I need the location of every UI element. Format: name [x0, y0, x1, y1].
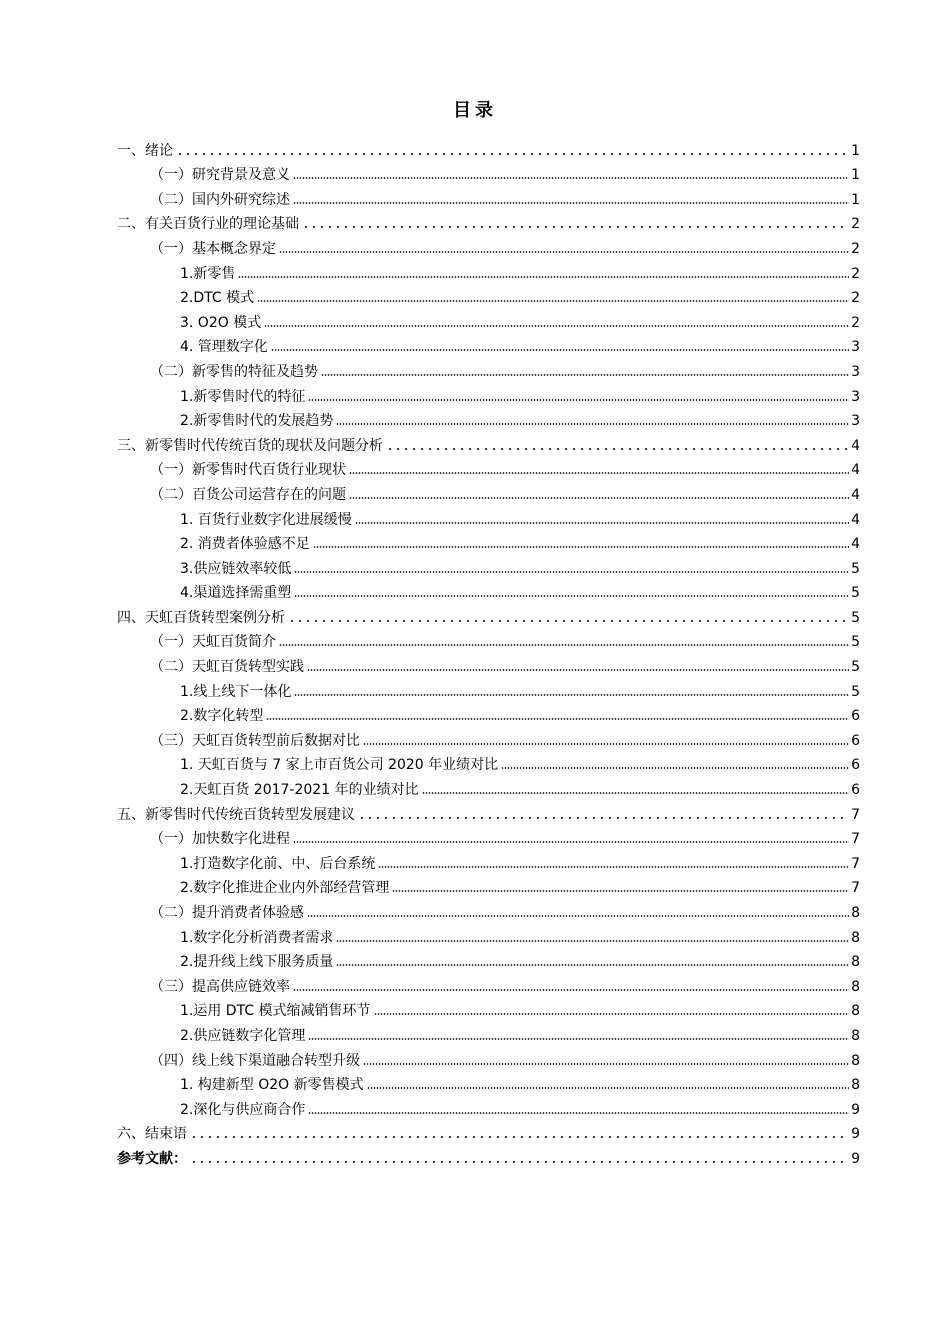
toc-dot-leader	[358, 816, 849, 820]
toc-entry-label: 二、有关百货行业的理论基础	[117, 216, 299, 233]
toc-entry[interactable]	[117, 970, 860, 995]
toc-entry-page-number: 8	[851, 905, 860, 921]
toc-entry-page-number: 7	[851, 831, 860, 848]
toc-entry[interactable]	[117, 528, 860, 553]
toc-entry-label: 2.数字化转型	[180, 708, 264, 725]
toc-dot-leader	[294, 570, 849, 574]
toc-entry-page-number: 2	[851, 314, 860, 331]
toc-entry-label: （二）新零售的特征及趋势	[150, 363, 318, 380]
toc-entry-page-number: 5	[851, 683, 860, 700]
toc-entry-label: （三）提高供应链效率	[150, 978, 290, 995]
toc-dot-leader	[392, 889, 849, 893]
toc-dot-leader	[293, 988, 849, 992]
toc-entry-label: 4.渠道选择需重塑	[180, 585, 292, 602]
toc-entry[interactable]	[117, 724, 860, 749]
toc-dot-leader	[308, 398, 849, 402]
toc-entry-page-number: 2	[851, 265, 860, 282]
toc-entry[interactable]	[117, 626, 860, 651]
toc-entry-page-number: 5	[851, 659, 860, 676]
toc-entry-page-number: 8	[851, 1077, 860, 1094]
toc-entry[interactable]	[117, 675, 860, 700]
toc-dot-leader	[355, 521, 849, 525]
toc-dot-leader	[293, 201, 849, 205]
toc-dot-leader	[313, 545, 849, 549]
toc-entry[interactable]	[117, 232, 860, 257]
toc-dot-leader	[374, 1012, 850, 1016]
toc-entry-label: （二）百货公司运营存在的问题	[150, 486, 346, 503]
toc-dot-leader	[279, 643, 849, 647]
toc-entry[interactable]	[117, 355, 860, 380]
toc-dot-leader	[293, 840, 849, 844]
toc-dot-leader	[271, 348, 849, 352]
toc-entry-label: 参考文献：	[117, 1150, 187, 1167]
toc-entry-page-number: 3	[851, 339, 860, 356]
toc-entry-page-number: 8	[851, 978, 860, 995]
toc-entry[interactable]	[117, 183, 860, 208]
toc-entry[interactable]	[117, 1044, 860, 1069]
toc-dot-leader	[308, 1037, 849, 1041]
toc-dot-leader	[308, 1111, 849, 1115]
toc-entry-label: （四）线上线下渠道融合转型升级	[150, 1052, 360, 1069]
toc-dot-leader	[257, 299, 849, 303]
toc-entry-page-number: 5	[851, 634, 860, 651]
toc-entry-page-number: 7	[851, 855, 860, 872]
toc-entry[interactable]	[117, 331, 860, 356]
toc-entry-page-number: 5	[851, 609, 860, 626]
toc-entry[interactable]	[117, 601, 860, 626]
toc-entry[interactable]	[117, 134, 860, 159]
toc-entry-label: 一、绪论	[117, 142, 173, 159]
toc-dot-leader	[349, 496, 849, 500]
toc-dot-leader	[363, 742, 849, 746]
toc-dot-leader	[336, 422, 849, 426]
toc-entry-page-number: 6	[851, 708, 860, 725]
toc-entry[interactable]	[117, 700, 860, 725]
toc-entry-label: 1. 天虹百货与 7 家上市百货公司 2020 年业绩对比	[180, 757, 499, 774]
toc-entry-page-number: 3	[851, 363, 860, 380]
toc-dot-leader	[190, 1135, 849, 1139]
toc-entry[interactable]	[117, 552, 860, 577]
toc-entry-page-number: 8	[851, 1052, 860, 1069]
toc-entry[interactable]	[117, 921, 860, 946]
toc-entry-page-number: 8	[851, 954, 860, 971]
toc-entry[interactable]	[117, 306, 860, 331]
toc-entry-page-number: 2	[851, 290, 860, 307]
toc-entry[interactable]	[117, 503, 860, 528]
toc-dot-leader	[349, 471, 849, 475]
toc-entry-label: 1.打造数字化前、中、后台系统	[180, 855, 376, 872]
toc-entry-label: （一）基本概念界定	[150, 240, 276, 257]
toc-entry-page-number: 7	[851, 880, 860, 897]
toc-entry-label: 2.供应链数字化管理	[180, 1027, 306, 1044]
toc-entry-label: 四、天虹百货转型案例分析	[117, 609, 285, 626]
toc-dot-leader	[321, 373, 849, 377]
toc-entry-label: 1.新零售时代的特征	[180, 388, 306, 405]
toc-entry[interactable]	[117, 1069, 860, 1094]
toc-entry[interactable]	[117, 1019, 860, 1044]
toc-dot-leader	[176, 152, 849, 156]
toc-dot-leader	[307, 914, 849, 918]
toc-entry-page-number: 5	[851, 585, 860, 602]
toc-dot-leader	[367, 1086, 849, 1090]
toc-dot-leader	[293, 176, 849, 180]
toc-dot-leader	[264, 324, 849, 328]
toc-entry-page-number: 8	[851, 1003, 860, 1020]
toc-entry[interactable]	[117, 847, 860, 872]
toc-entry[interactable]	[117, 995, 860, 1020]
toc-entry[interactable]	[117, 208, 860, 233]
toc-entry-page-number: 2	[851, 216, 860, 233]
toc-entry-page-number: 4	[851, 486, 860, 503]
toc-entry[interactable]	[117, 946, 860, 971]
toc-entry-label: 4. 管理数字化	[180, 339, 268, 356]
toc-entry-page-number: 8	[851, 929, 860, 946]
toc-entry-label: 1. 构建新型 O2O 新零售模式	[180, 1077, 364, 1094]
toc-entry[interactable]	[117, 405, 860, 430]
toc-entry-page-number: 1	[851, 167, 860, 184]
toc-entry-label: 1.数字化分析消费者需求	[180, 929, 334, 946]
toc-dot-leader	[378, 865, 849, 869]
toc-entry-label: 五、新零售时代传统百货转型发展建议	[117, 806, 355, 823]
toc-entry-page-number: 9	[851, 1126, 860, 1143]
toc-entry[interactable]	[117, 478, 860, 503]
toc-entry-page-number: 3	[851, 413, 860, 430]
toc-dot-leader	[302, 225, 849, 229]
toc-entry[interactable]	[117, 896, 860, 921]
toc-dot-leader	[501, 766, 849, 770]
toc-entry-page-number: 8	[851, 1027, 860, 1044]
toc-entry-label: （三）天虹百货转型前后数据对比	[150, 732, 360, 749]
toc-entry[interactable]	[117, 380, 860, 405]
toc-dot-leader	[279, 250, 849, 254]
toc-entry[interactable]	[117, 577, 860, 602]
toc-dot-leader	[294, 594, 849, 598]
toc-entry-page-number: 3	[851, 388, 860, 405]
toc-entry[interactable]	[117, 1118, 860, 1143]
toc-entry-label: 六、结束语	[117, 1126, 187, 1143]
toc-entry-label: 2.DTC 模式	[180, 290, 255, 307]
toc-dot-leader	[336, 939, 849, 943]
toc-entry-label: （二）天虹百货转型实践	[150, 659, 304, 676]
toc-dot-leader	[266, 717, 849, 721]
toc-entry[interactable]	[117, 1142, 860, 1167]
toc-entry-page-number: 6	[851, 732, 860, 749]
toc-entry-label: 2.新零售时代的发展趋势	[180, 413, 334, 430]
toc-entry[interactable]	[117, 872, 860, 897]
toc-dot-leader	[363, 1062, 849, 1066]
toc-entry[interactable]	[117, 257, 860, 282]
toc-list	[117, 134, 860, 1167]
toc-entry[interactable]	[117, 454, 860, 479]
toc-entry-label: 3. O2O 模式	[180, 314, 262, 331]
toc-dot-leader	[190, 1160, 849, 1164]
toc-entry-label: （二）国内外研究综述	[150, 191, 290, 208]
toc-dot-leader	[294, 693, 849, 697]
toc-entry[interactable]	[117, 1093, 860, 1118]
toc-dot-leader	[288, 619, 849, 623]
toc-entry[interactable]	[117, 159, 860, 184]
toc-entry-page-number: 4	[851, 437, 860, 454]
toc-entry-label: 1. 百货行业数字化进展缓慢	[180, 511, 352, 528]
toc-entry-label: 1.线上线下一体化	[180, 683, 292, 700]
toc-dot-leader	[307, 668, 849, 672]
toc-entry-label: （一）研究背景及意义	[150, 167, 290, 184]
toc-entry-page-number: 9	[851, 1101, 860, 1118]
toc-entry-page-number: 4	[851, 511, 860, 528]
toc-entry-page-number: 6	[851, 782, 860, 799]
toc-entry-label: （一）天虹百货简介	[150, 634, 276, 651]
toc-entry-label: 2.提升线上线下服务质量	[180, 954, 334, 971]
toc-entry-label: （一）加快数字化进程	[150, 831, 290, 848]
toc-dot-leader	[422, 791, 850, 795]
toc-dot-leader	[386, 447, 849, 451]
toc-entry[interactable]	[117, 798, 860, 823]
toc-entry[interactable]	[117, 650, 860, 675]
toc-entry-page-number: 1	[851, 191, 860, 208]
toc-entry-label: （二）提升消费者体验感	[150, 905, 304, 921]
toc-entry[interactable]	[117, 429, 860, 454]
toc-entry-label: 1.运用 DTC 模式缩减销售环节	[180, 1003, 371, 1020]
toc-entry-label: 1.新零售	[180, 265, 236, 282]
toc-entry-page-number: 9	[851, 1150, 860, 1167]
toc-entry-page-number: 4	[851, 536, 860, 553]
toc-entry[interactable]	[117, 282, 860, 307]
toc-entry-page-number: 4	[851, 462, 860, 479]
toc-entry-page-number: 2	[851, 240, 860, 257]
toc-entry-label: 3.供应链效率较低	[180, 560, 292, 577]
toc-entry-page-number: 5	[851, 560, 860, 577]
toc-entry[interactable]	[117, 749, 860, 774]
toc-entry-label: 2. 消费者体验感不足	[180, 536, 310, 553]
toc-dot-leader	[238, 275, 849, 279]
toc-entry-label: 2.深化与供应商合作	[180, 1101, 306, 1118]
toc-entry-label: 三、新零售时代传统百货的现状及问题分析	[117, 437, 383, 454]
toc-dot-leader	[336, 963, 849, 967]
toc-entry-label: （一）新零售时代百货行业现状	[150, 462, 346, 479]
toc-entry-page-number: 1	[851, 142, 860, 159]
toc-entry-label: 2.天虹百货 2017-2021 年的业绩对比	[180, 782, 419, 799]
toc-title: 目录	[453, 100, 497, 121]
toc-entry-page-number: 6	[851, 757, 860, 774]
toc-entry[interactable]	[117, 773, 860, 798]
toc-entry-label: 2.数字化推进企业内外部经营管理	[180, 880, 390, 897]
toc-entry-page-number: 7	[851, 806, 860, 823]
toc-entry[interactable]	[117, 823, 860, 848]
